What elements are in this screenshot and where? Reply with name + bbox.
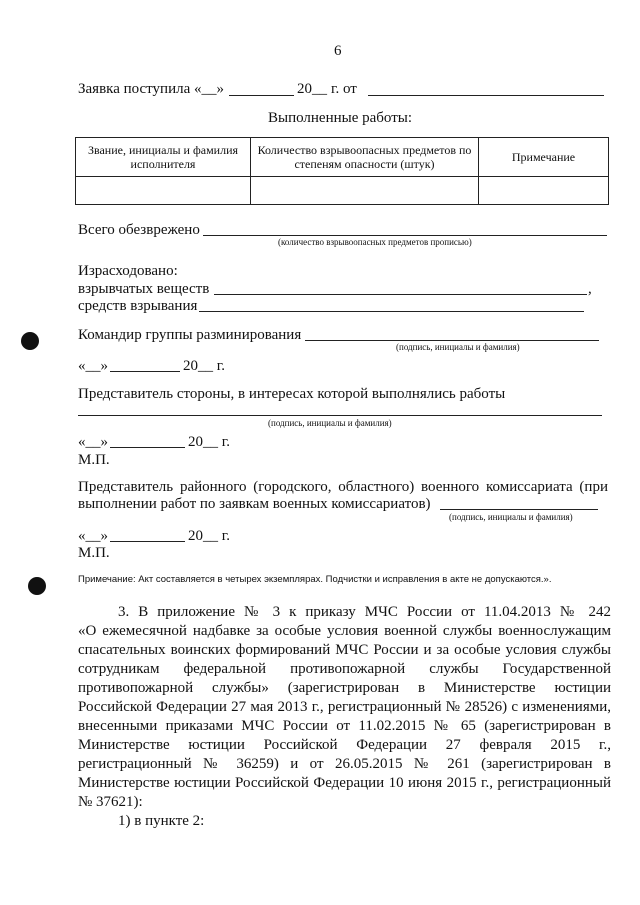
- spent-label: Израсходовано:: [78, 263, 178, 279]
- table-cell[interactable]: [76, 177, 251, 205]
- punch-hole: [21, 332, 39, 350]
- punch-hole: [28, 577, 46, 595]
- party-rep-date-year: 20__ г.: [188, 434, 230, 450]
- note: Примечание: Акт составляется в четырех экземплярах. Подчистки и исправления в акте не допускаются.».: [78, 574, 552, 585]
- paragraph-line: 3. В приложение № 3 к приказу МЧС России от 11.04.2013 № 242: [118, 604, 611, 620]
- table-cell[interactable]: [479, 177, 609, 205]
- paragraph-line: «О ежемесячной надбавке за особые условия военной службы военнослужащим: [78, 623, 611, 639]
- explosives-label: взрывчатых веществ: [78, 281, 210, 297]
- table-header-cell: Количество взрывоопасных предметов по степеням опасности (штук): [251, 138, 479, 177]
- explosives-line: [214, 294, 587, 295]
- paragraph-line: Российской Федерации 27 мая 2013 г., регистрационный № 28526) с изменениями,: [78, 699, 611, 715]
- party-rep-line: [78, 415, 602, 416]
- total-line: [203, 235, 607, 236]
- total-caption: (количество взрывоопасных предметов прописью): [278, 237, 472, 247]
- paragraph-line: сотрудникам федеральной противопожарной службы Государственной: [78, 661, 611, 677]
- commander-caption: (подпись, инициалы и фамилия): [396, 342, 520, 352]
- party-rep-date-line: [110, 447, 185, 448]
- paragraph-line: спасательных воинских формирований МЧС России и за особые условия службы: [78, 642, 611, 658]
- works-title: Выполненные работы:: [268, 110, 413, 126]
- paragraph-line: внесенными приказами МЧС России от 11.02.2015 № 65 (зарегистрирован в: [78, 718, 611, 734]
- table-header-cell: Звание, инициалы и фамилия исполнителя: [76, 138, 251, 177]
- paragraph-line: Министерстве юстиции Российской Федерации 10 июня 2015 г., регистрационный: [78, 775, 611, 791]
- works-table: [75, 137, 609, 205]
- request-year: 20__: [297, 81, 327, 97]
- commissariat-date-line: [110, 541, 185, 542]
- commander-date-line: [110, 371, 180, 372]
- party-rep-date-day: «__»: [78, 434, 108, 450]
- party-rep-caption: (подпись, инициалы и фамилия): [268, 418, 392, 428]
- paragraph-line: Министерстве юстиции Российской Федерации 27 февраля 2015 г.,: [78, 737, 611, 753]
- request-label: Заявка поступила «__»: [78, 81, 224, 97]
- request-date-line: [229, 95, 294, 96]
- commissariat-line: [440, 509, 598, 510]
- paragraph-line: № 37621):: [78, 794, 143, 810]
- commissariat-label-line2: выполнении работ по заявкам военных комиссариатов): [78, 496, 431, 512]
- party-rep-seal: М.П.: [78, 452, 110, 468]
- commander-label: Командир группы разминирования: [78, 327, 302, 343]
- paragraph-line: противопожарной службы» (зарегистрирован в Министерстве юстиции: [78, 680, 611, 696]
- commander-date-year: 20__ г.: [183, 358, 225, 374]
- commander-date-day: «__»: [78, 358, 108, 374]
- request-from-label: г. от: [331, 81, 357, 97]
- table-cell[interactable]: [251, 177, 479, 205]
- paragraph-line: регистрационный № 36259) и от 26.05.2015 № 261 (зарегистрирован в: [78, 756, 611, 772]
- table-header-cell: Примечание: [479, 138, 609, 177]
- commissariat-label-line1: Представитель районного (городского, областного) военного комиссариата (при: [78, 479, 608, 495]
- commissariat-date-year: 20__ г.: [188, 528, 230, 544]
- detonators-line: [199, 311, 584, 312]
- sub-item: 1) в пункте 2:: [118, 813, 205, 829]
- commissariat-caption: (подпись, инициалы и фамилия): [449, 512, 573, 522]
- table-row: [76, 177, 609, 205]
- commissariat-seal: М.П.: [78, 545, 110, 561]
- commander-line: [305, 340, 599, 341]
- commissariat-date-day: «__»: [78, 528, 108, 544]
- party-rep-label: Представитель стороны, в интересах которой выполнялись работы: [78, 386, 506, 402]
- table-header-row: [76, 138, 609, 177]
- request-from-line: [368, 95, 604, 96]
- detonators-label: средств взрывания: [78, 298, 198, 314]
- explosives-comma: ,: [588, 281, 592, 297]
- total-label: Всего обезврежено: [78, 222, 200, 238]
- page-number: 6: [334, 43, 342, 59]
